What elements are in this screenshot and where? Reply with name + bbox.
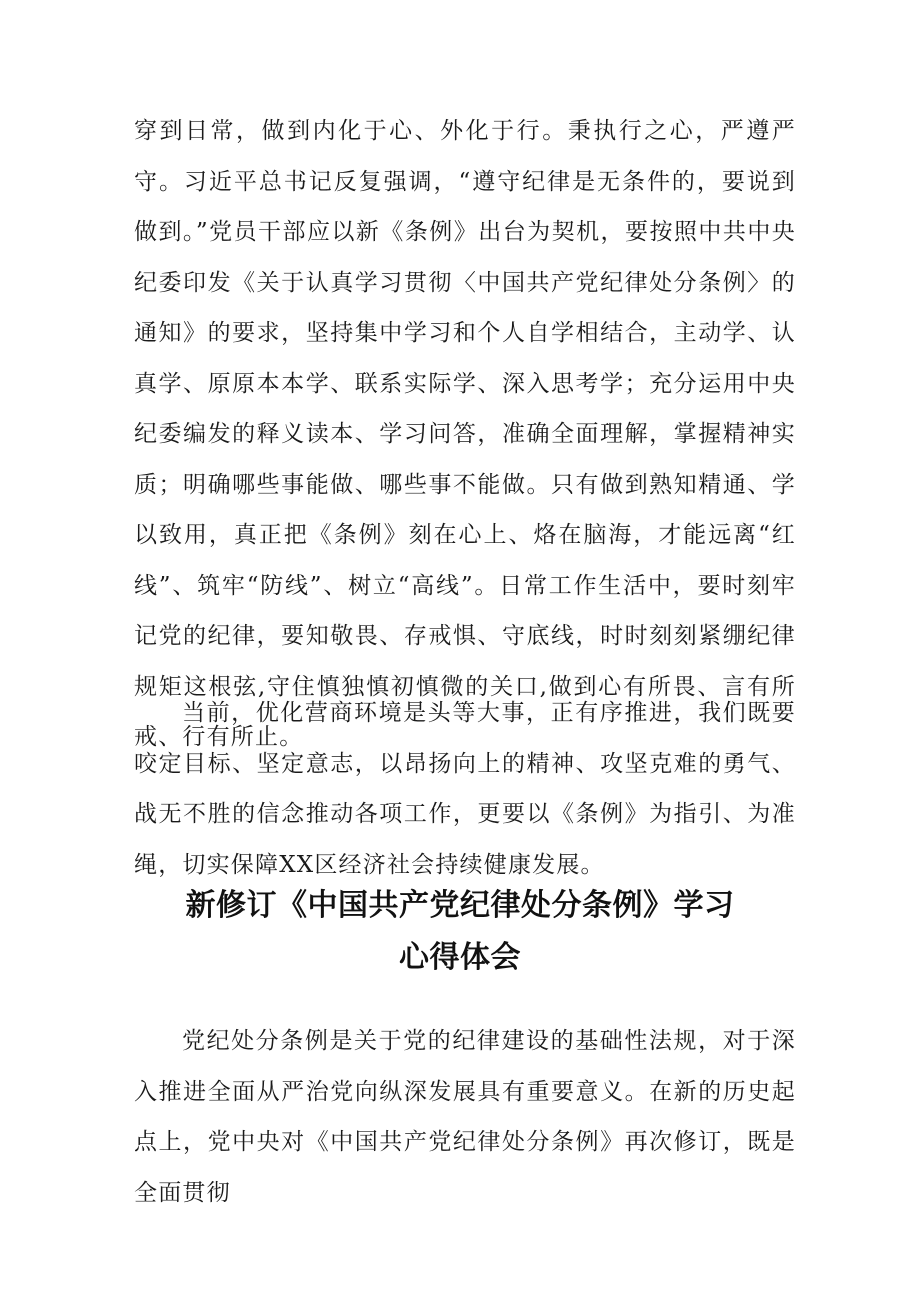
title-line-2: 心得体会 xyxy=(399,940,521,975)
title-line-1: 新修订《中国共产党纪律处分条例》学习 xyxy=(185,888,735,923)
paragraph-intro: 党纪处分条例是关于党的纪律建设的基础性法规，对于深入推进全面从严治党向纵深发展具有重要意义。在新的历史起点上，党中央对《中国共产党纪律处分条例》再次修订，既是全面贯彻 xyxy=(134,1028,796,1206)
article-title xyxy=(100,880,820,984)
paragraph-closing: 当前，优化营商环境是头等大事，正有序推进，我们既要咬定目标、坚定意志，以昂扬向上的精神、攻坚克难的勇气、战无不胜的信念推动各项工作，更要以《条例》为指引、为准绳，切实保障XX区经济社会持续健康发展。 xyxy=(134,700,796,878)
paragraph-continued: 穿到日常，做到内化于心、外化于行。秉执行之心，严遵严守。习近平总书记反复强调，“遵守纪律是无条件的，要说到做到。”党员干部应以新《条例》出台为契机，要按照中共中央纪委印发《关于认真学习贯彻〈中国共产党纪律处分条例〉的通知》的要求，坚持集中学习和个人自学相结合，主动学、认真学、原原本本学、联系实际学、深入思考学；充分运用中央纪委编发的释义读本、学习问答，准确全面理解，掌握精神实质；明确哪些事能做、哪些事不能做。只有做到熟知精通、学以致用，真正把《条例》刻在心上、烙在脑海，才能远离“红线”、筑牢“防线”、树立“高线”。日常工作生活中，要时刻牢记党的纪律，要知敬畏、存戒惧、守底线，时时刻刻紧绷纪律规矩这根弦,守住慎独慎初慎微的关口,做到心有所畏、言有所戒、行有所止。 xyxy=(134,118,796,750)
